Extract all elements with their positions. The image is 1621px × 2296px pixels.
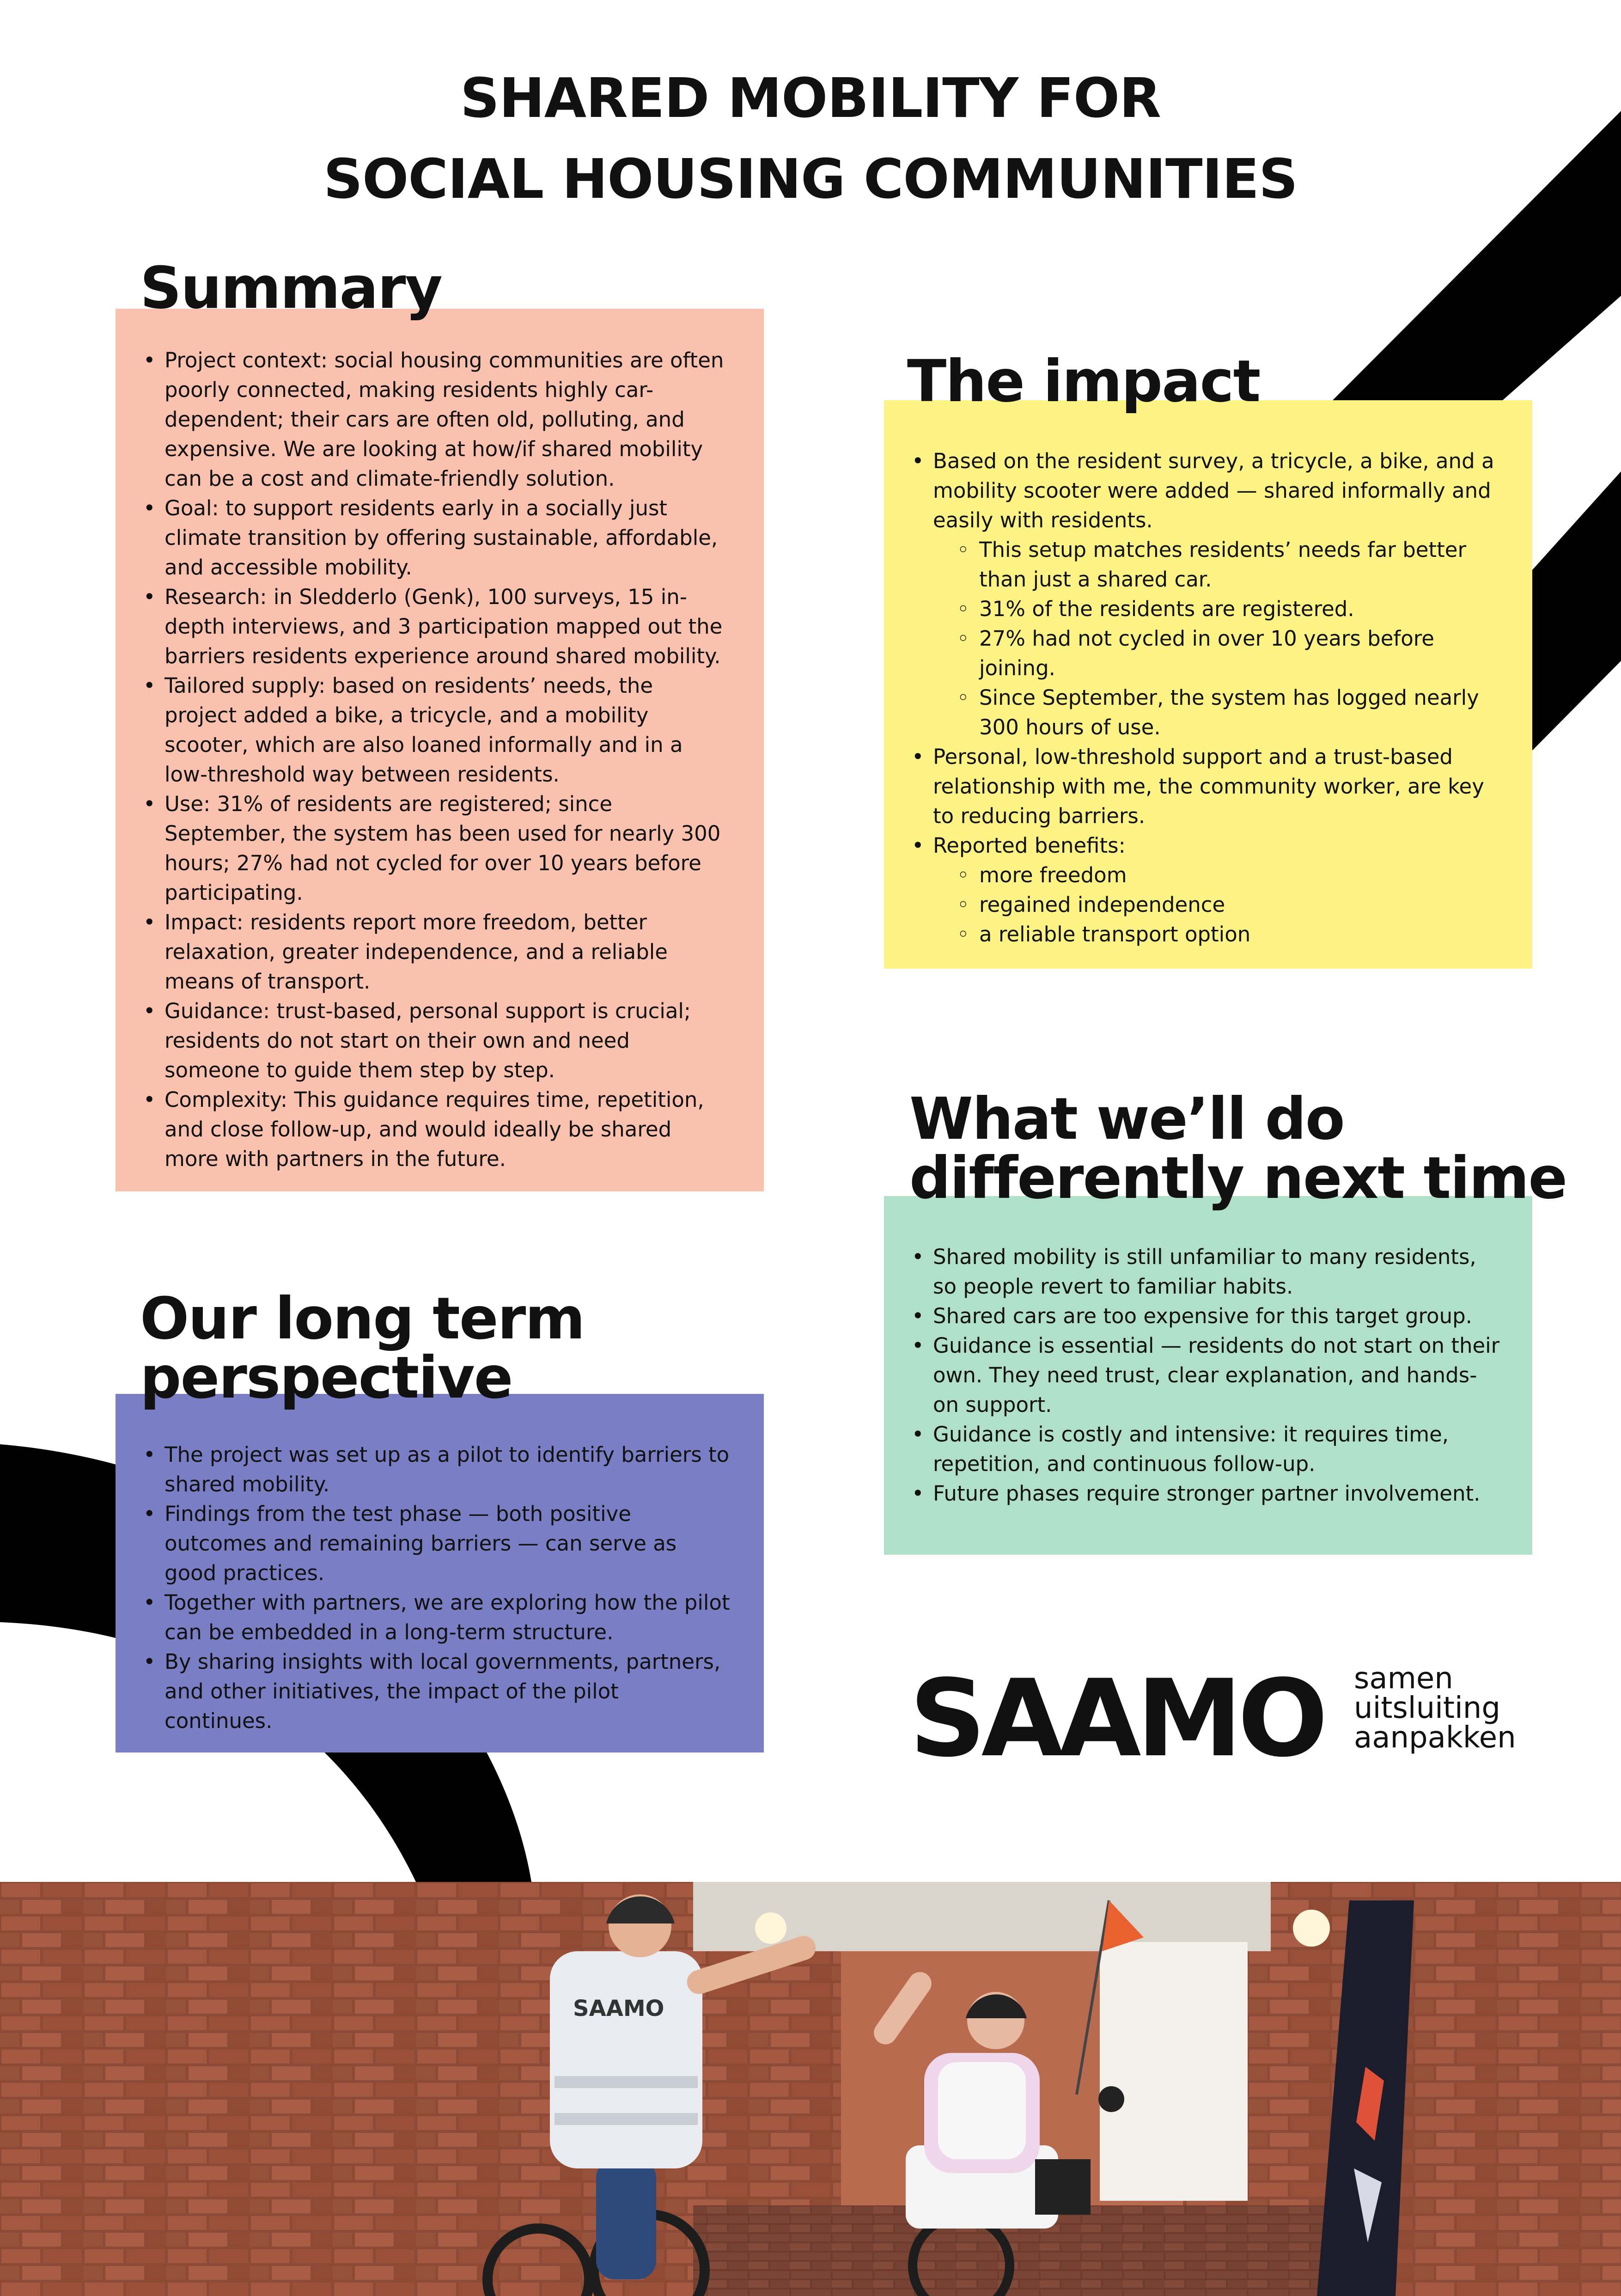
- poster-title-line-2: SOCIAL HOUSING COMMUNITIES: [323, 147, 1298, 211]
- impact-panel: [884, 400, 1532, 969]
- photo-illustration: [0, 1882, 1621, 2296]
- long-term-item: • By sharing insights with local governments, partners, and other initiatives, the impact of the pilot continues.: [143, 1647, 731, 1736]
- long-term-list: [143, 1440, 731, 1736]
- impact-subitem: ◦ Since September, the system has logged nearly 300 hours of use.: [933, 683, 1500, 742]
- cycling-photo: [0, 1882, 1621, 2296]
- vest-text: SAAMO: [573, 1996, 664, 2021]
- poster-title: [0, 58, 1621, 220]
- next-time-item: • Future phases require stronger partner involvement.: [912, 1479, 1500, 1508]
- tagline-line-1: samen: [1354, 1661, 1453, 1696]
- ceiling-light-right: [1293, 1910, 1330, 1947]
- long-term-heading: [140, 1285, 585, 1411]
- impact-subitem: ◦ 31% of the residents are registered.: [933, 594, 1500, 624]
- long-term-item: • The project was set up as a pilot to identify barriers to shared mobility.: [143, 1440, 731, 1499]
- impact-sublist: [933, 535, 1500, 742]
- impact-item: [912, 446, 1500, 742]
- long-term-panel: [116, 1394, 764, 1753]
- tagline-line-2: uitsluiting: [1354, 1691, 1500, 1725]
- long-term-heading-line-2: perspective: [140, 1344, 512, 1411]
- impact-item: [912, 831, 1500, 949]
- next-time-panel: [884, 1196, 1532, 1555]
- summary-item: • Goal: to support residents early in a socially just climate transition by offering sustainable, affordable, and accessible mobility.: [143, 494, 731, 582]
- next-time-item: • Guidance is essential — residents do not start on their own. They need trust, clear explanation, and hands-on support.: [912, 1331, 1500, 1420]
- summary-item: • Project context: social housing communities are often poorly connected, making residents highly car-dependent; their cars are often old, polluting, and expensive. We are looking at how/if shared mobility can be a cost and climate-friendly solution.: [143, 346, 731, 494]
- impact-benefits-sublist: [933, 861, 1500, 949]
- next-time-item: • Guidance is costly and intensive: it requires time, repetition, and continuous follow-up.: [912, 1420, 1500, 1479]
- corridor-opening: [1100, 1942, 1248, 2201]
- impact-benefit: ◦ regained independence: [933, 890, 1500, 920]
- next-time-list: [912, 1242, 1500, 1508]
- summary-list: [143, 346, 731, 1174]
- summary-item: • Research: in Sledderlo (Genk), 100 surveys, 15 in-depth interviews, and 3 participation mapped out the barriers residents experience around shared mobility.: [143, 582, 731, 671]
- impact-benefit: ◦ more freedom: [933, 861, 1500, 890]
- summary-item: • Use: 31% of residents are registered; since September, the system has been used for nearly 300 hours; 27% had not cycled for over 10 years before participating.: [143, 789, 731, 908]
- poster-title-line-1: SHARED MOBILITY FOR: [460, 66, 1161, 130]
- long-term-heading-line-1: Our long term: [140, 1285, 585, 1352]
- impact-benefit: ◦ a reliable transport option: [933, 920, 1500, 949]
- impact-heading: The impact: [907, 348, 1260, 415]
- saamo-logo: [909, 1657, 1516, 1781]
- long-term-item: • Findings from the test phase — both positive outcomes and remaining barriers — can serve as good practices.: [143, 1499, 731, 1588]
- next-time-heading-line-1: What we’ll do: [909, 1086, 1344, 1153]
- saamo-wordmark: SAAMO: [909, 1657, 1324, 1781]
- summary-item: • Impact: residents report more freedom, better relaxation, greater independence, and a reliable means of transport.: [143, 908, 731, 996]
- summary-item: • Guidance: trust-based, personal support is crucial; residents do not start on their own and need someone to guide them step by step.: [143, 996, 731, 1085]
- impact-subitem: ◦ 27% had not cycled in over 10 years before joining.: [933, 624, 1500, 683]
- next-time-heading: [909, 1086, 1567, 1212]
- long-term-item: • Together with partners, we are exploring how the pilot can be embedded in a long-term structure.: [143, 1588, 731, 1647]
- saamo-tagline: [1354, 1661, 1516, 1755]
- impact-item: • Personal, low-threshold support and a trust-based relationship with me, the community worker, are key to reducing barriers.: [912, 742, 1500, 831]
- next-time-item: • Shared mobility is still unfamiliar to many residents, so people revert to familiar habits.: [912, 1242, 1500, 1301]
- ceiling-light-left: [755, 1912, 786, 1944]
- impact-item-text: Based on the resident survey, a tricycle, a bike, and a mobility scooter were added — shared informally and easily with residents.: [933, 449, 1494, 532]
- diagonal-stripe-lower: [1525, 471, 1621, 758]
- summary-item: • Complexity: This guidance requires time, repetition, and close follow-up, and would ideally be shared more with partners in the future.: [143, 1085, 731, 1174]
- tagline-line-3: aanpakken: [1354, 1721, 1516, 1755]
- next-time-heading-line-2: differently next time: [909, 1145, 1567, 1212]
- impact-list: [912, 446, 1500, 949]
- next-time-item: • Shared cars are too expensive for this target group.: [912, 1301, 1500, 1331]
- summary-item: • Tailored supply: based on residents’ needs, the project added a bike, a tricycle, and a mobility scooter, which are also loaned informally and in a low-threshold way between residents.: [143, 671, 731, 789]
- summary-heading: Summary: [140, 255, 442, 322]
- impact-subitem: ◦ This setup matches residents’ needs far better than just a shared car.: [933, 535, 1500, 594]
- impact-item-text: Reported benefits:: [933, 833, 1126, 858]
- summary-panel: [116, 309, 764, 1191]
